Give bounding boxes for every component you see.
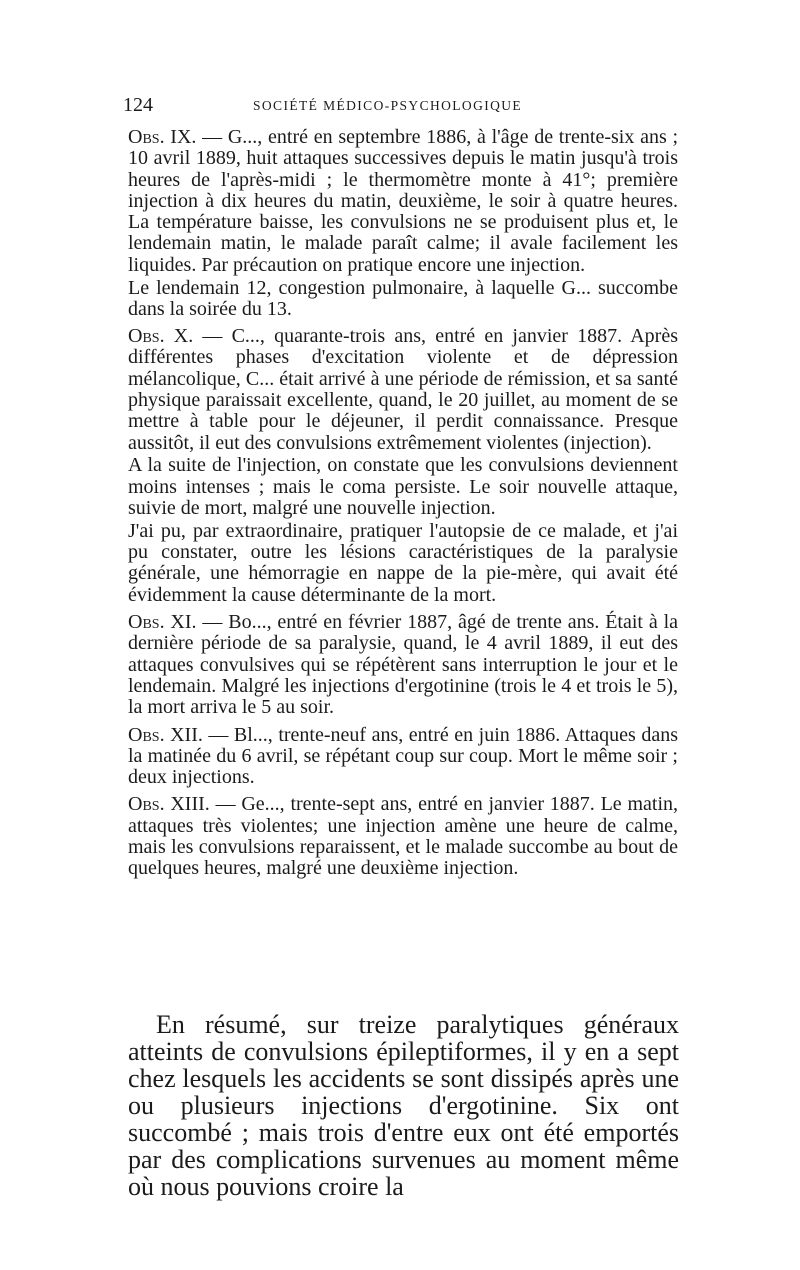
observation-text: — C..., quarante-trois ans, entré en janvier 1887. Après différentes phases d'excitation violente et de dépression mélancolique, C... était arrivé à une période de rémission, et sa santé physique paraissait excellente, quand, le 20 juillet, au moment de se mettre à table pour le déjeuner, il perdit connaissance. Presque aussitôt, il eut des convulsions extrêmement violentes (injection). bbox=[128, 325, 678, 454]
observation-text: — Bl..., trente-neuf ans, entré en juin 1886. Attaques dans la matinée du 6 avril, se répétant coup sur coup. Mort le même soir ; deux injections. bbox=[128, 723, 678, 789]
observation-text: — Bo..., entré en février 1887, âgé de trente ans. Était à la dernière période de sa paralysie, quand, le 4 avril 1889, il eut des attaques convulsives qui se répétèrent sans interruption le jour et le lendemain. Malgré les injections d'ergotinine (trois le 4 et trois le 5), la mort arriva le 5 au soir. bbox=[128, 611, 679, 719]
observation-paragraph bbox=[128, 725, 678, 789]
page-number: 124 bbox=[123, 94, 153, 116]
observation-paragraph bbox=[128, 127, 678, 276]
observation-paragraph bbox=[128, 612, 678, 718]
observation-text: Le lendemain 12, congestion pulmonaire, à laquelle G... succombe dans la soirée du 13. bbox=[128, 276, 678, 320]
page-header bbox=[123, 94, 678, 118]
observation-text: A la suite de l'injection, on constate que les convulsions deviennent moins intenses ; mais le coma persiste. Le soir nouvelle attaque, suivie de mort, malgré une nouvelle injection. bbox=[128, 454, 678, 520]
observation-label: Obs. XII. bbox=[128, 723, 203, 746]
observation-label: Obs. X. bbox=[128, 325, 194, 348]
body-text bbox=[128, 127, 678, 881]
observation-paragraph bbox=[128, 794, 678, 879]
observation-label: Obs. IX. bbox=[128, 126, 197, 148]
observation-label: Obs. XIII. bbox=[128, 793, 210, 816]
observation-paragraph bbox=[128, 326, 678, 454]
running-title: SOCIÉTÉ MÉDICO-PSYCHOLOGIQUE bbox=[253, 98, 523, 113]
observation-paragraph bbox=[128, 521, 678, 606]
observation-paragraph bbox=[128, 455, 678, 519]
observation-paragraph bbox=[128, 278, 678, 321]
observation-label: Obs. XI. bbox=[128, 611, 197, 634]
observation-text: — Ge..., trente-sept ans, entré en janvier 1887. Le matin, attaques très violentes; une injection amène une heure de calme, mais les convulsions reparaissent, et le malade succombe au bout de quelques heures, malgré une deuxième injection. bbox=[128, 793, 678, 880]
summary-paragraph: En résumé, sur treize paralytiques généraux atteints de convulsions épileptiformes, il y en a sept chez lesquels les accidents se sont dissipés après une ou plusieurs injections d'ergotinine. Six ont succombé ; mais trois d'entre eux ont été emportés par des complications survenues au moment même où nous pouvions croire la bbox=[128, 1010, 679, 1201]
observation-text: — G..., entré en septembre 1886, à l'âge de trente-six ans ; 10 avril 1889, huit attaques successives depuis le matin jusqu'à trois heures de l'après-midi ; le thermomètre monte à 41°; première injection à dix heures du matin, deuxième, le soir à quatre heures. La température baisse, les convulsions ne se produisent plus et, le lendemain matin, le malade paraît calme; il avale facilement les liquides. Par précaution on pratique encore une injection. bbox=[128, 126, 679, 276]
observation-text: J'ai pu, par extraordinaire, pratiquer l'autopsie de ce malade, et j'ai pu constater, outre les lésions caractéristiques de la paralysie générale, une hémorragie en nappe de la pie-mère, qui avait été évidemment la cause déterminante de la mort. bbox=[128, 519, 678, 606]
